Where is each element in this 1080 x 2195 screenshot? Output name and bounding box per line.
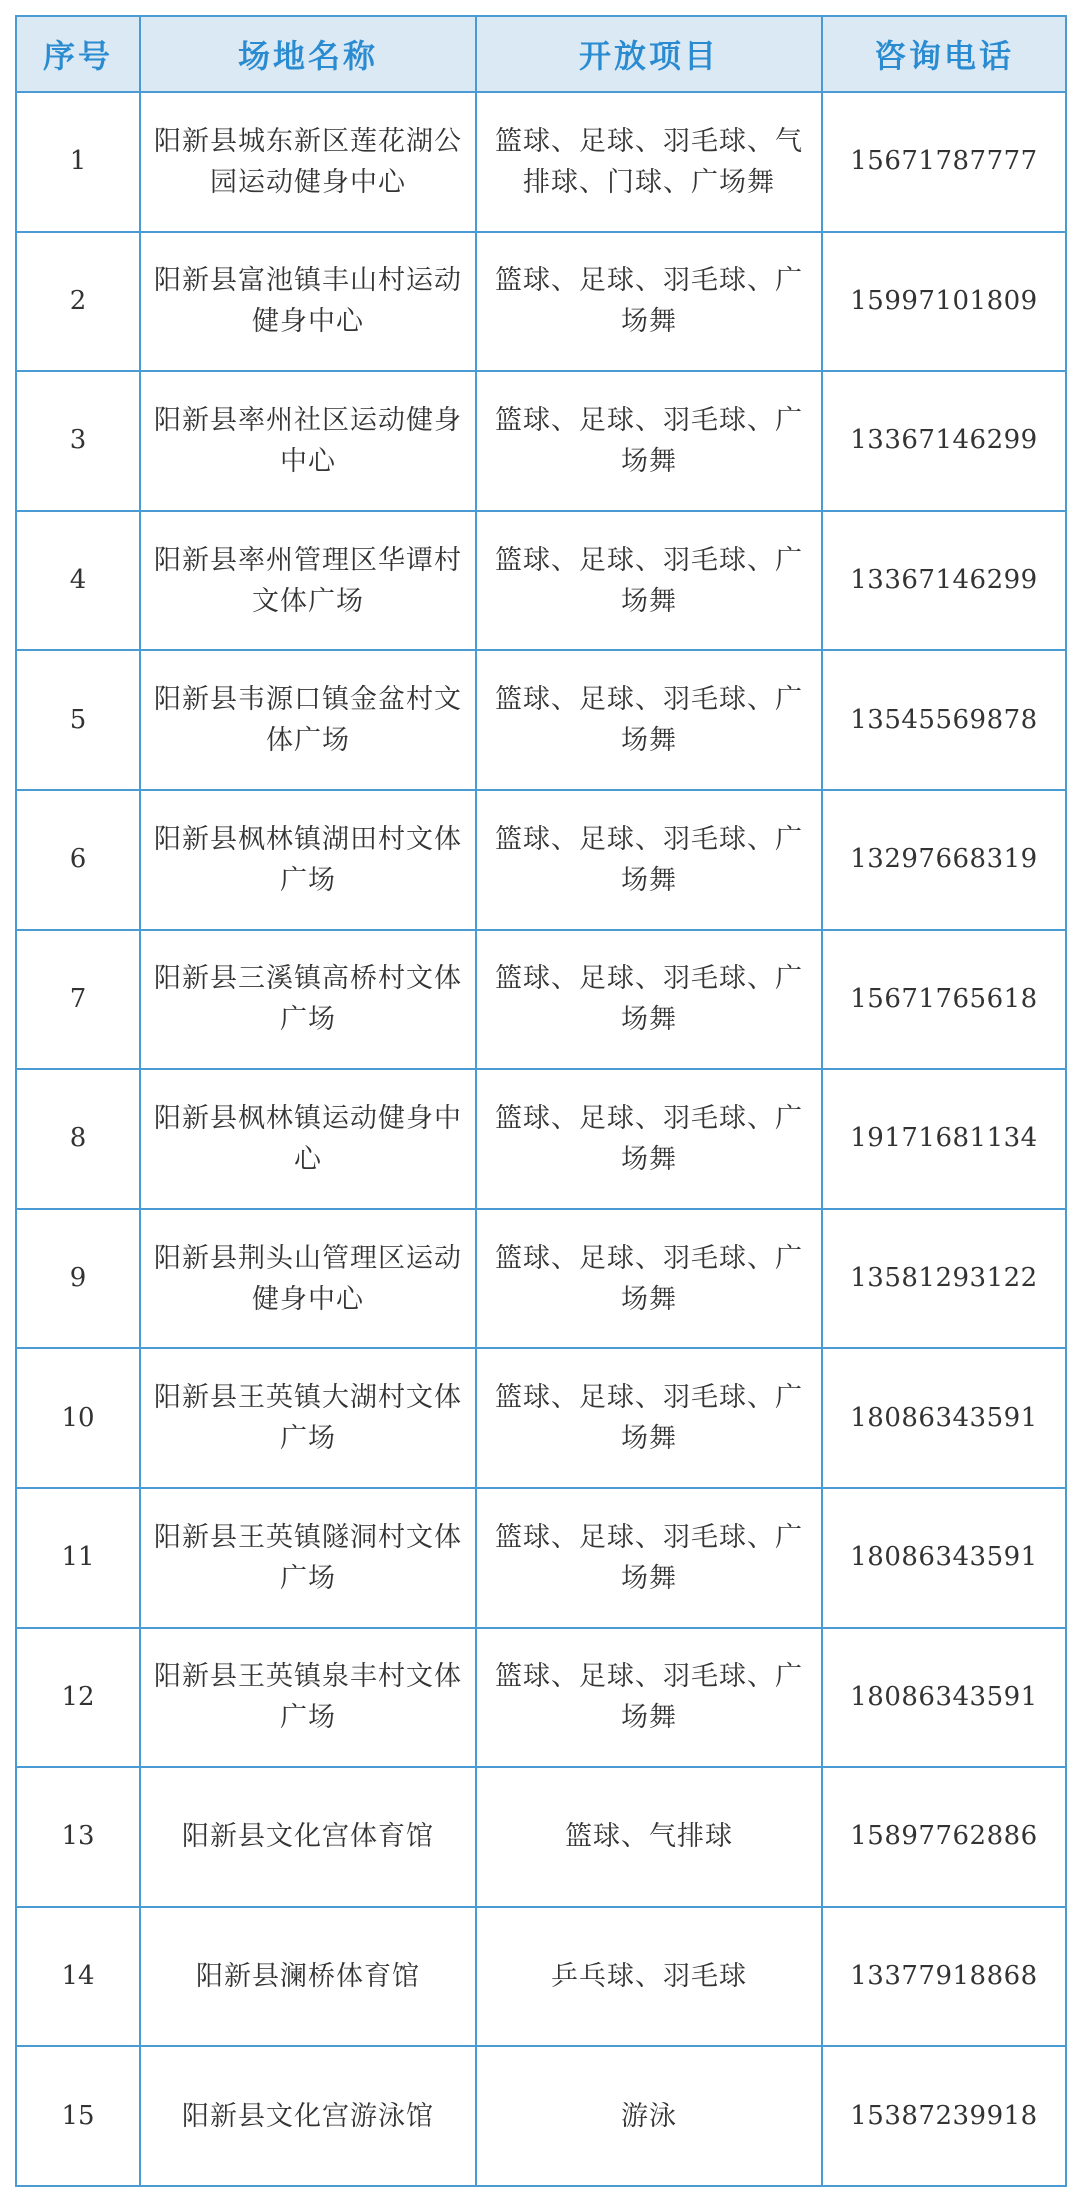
open-projects-cell: 篮球、足球、羽毛球、广场舞 — [476, 1348, 822, 1488]
row-number: 11 — [16, 1488, 140, 1628]
phone-cell: 15997101809 — [822, 232, 1066, 372]
phone-cell: 15671787777 — [822, 92, 1066, 232]
row-number: 9 — [16, 1209, 140, 1349]
row-number: 1 — [16, 92, 140, 232]
venue-name-cell: 阳新县王英镇隧洞村文体广场 — [140, 1488, 476, 1628]
venue-name-cell: 阳新县城东新区莲花湖公园运动健身中心 — [140, 92, 476, 232]
venue-name-cell: 阳新县率州管理区华谭村文体广场 — [140, 511, 476, 651]
venue-name-cell: 阳新县率州社区运动健身中心 — [140, 371, 476, 511]
phone-cell: 13367146299 — [822, 511, 1066, 651]
open-projects-cell: 篮球、足球、羽毛球、气排球、门球、广场舞 — [476, 92, 822, 232]
open-projects-cell: 篮球、足球、羽毛球、广场舞 — [476, 930, 822, 1070]
table-row — [16, 371, 1066, 511]
table-row — [16, 1069, 1066, 1209]
row-number: 14 — [16, 1907, 140, 2047]
phone-cell: 18086343591 — [822, 1348, 1066, 1488]
row-number: 8 — [16, 1069, 140, 1209]
header-open-projects: 开放项目 — [476, 16, 822, 92]
table-row — [16, 1907, 1066, 2047]
venue-name-cell: 阳新县荆头山管理区运动健身中心 — [140, 1209, 476, 1349]
open-projects-cell: 篮球、足球、羽毛球、广场舞 — [476, 371, 822, 511]
open-projects-cell: 篮球、足球、羽毛球、广场舞 — [476, 232, 822, 372]
phone-cell: 18086343591 — [822, 1628, 1066, 1768]
venue-name-cell: 阳新县三溪镇高桥村文体广场 — [140, 930, 476, 1070]
phone-cell: 15671765618 — [822, 930, 1066, 1070]
header-row — [16, 16, 1066, 92]
header-venue-name: 场地名称 — [140, 16, 476, 92]
phone-cell: 18086343591 — [822, 1488, 1066, 1628]
table-row — [16, 790, 1066, 930]
table-row — [16, 1348, 1066, 1488]
table-row — [16, 930, 1066, 1070]
open-projects-cell: 篮球、足球、羽毛球、广场舞 — [476, 790, 822, 930]
table-row — [16, 511, 1066, 651]
open-projects-cell: 乒乓球、羽毛球 — [476, 1907, 822, 2047]
venue-name-cell: 阳新县枫林镇运动健身中心 — [140, 1069, 476, 1209]
phone-cell: 13581293122 — [822, 1209, 1066, 1349]
row-number: 13 — [16, 1767, 140, 1907]
header-no: 序号 — [16, 16, 140, 92]
table-row — [16, 1209, 1066, 1349]
header-phone: 咨询电话 — [822, 16, 1066, 92]
phone-cell: 15387239918 — [822, 2046, 1066, 2186]
row-number: 12 — [16, 1628, 140, 1768]
venue-name-cell: 阳新县王英镇泉丰村文体广场 — [140, 1628, 476, 1768]
open-projects-cell: 篮球、足球、羽毛球、广场舞 — [476, 1209, 822, 1349]
venue-name-cell: 阳新县富池镇丰山村运动健身中心 — [140, 232, 476, 372]
table-row — [16, 92, 1066, 232]
table-row — [16, 232, 1066, 372]
table-body — [16, 92, 1066, 2186]
phone-cell: 13297668319 — [822, 790, 1066, 930]
venue-name-cell: 阳新县文化宫体育馆 — [140, 1767, 476, 1907]
venue-name-cell: 阳新县韦源口镇金盆村文体广场 — [140, 650, 476, 790]
row-number: 5 — [16, 650, 140, 790]
venue-table — [15, 15, 1067, 2187]
phone-cell: 13545569878 — [822, 650, 1066, 790]
open-projects-cell: 篮球、足球、羽毛球、广场舞 — [476, 1069, 822, 1209]
venue-name-cell: 阳新县王英镇大湖村文体广场 — [140, 1348, 476, 1488]
open-projects-cell: 游泳 — [476, 2046, 822, 2186]
row-number: 3 — [16, 371, 140, 511]
table-row — [16, 1767, 1066, 1907]
table-header — [16, 16, 1066, 92]
open-projects-cell: 篮球、足球、羽毛球、广场舞 — [476, 1628, 822, 1768]
row-number: 6 — [16, 790, 140, 930]
table-row — [16, 1488, 1066, 1628]
venue-name-cell: 阳新县澜桥体育馆 — [140, 1907, 476, 2047]
row-number: 2 — [16, 232, 140, 372]
table-row — [16, 2046, 1066, 2186]
row-number: 7 — [16, 930, 140, 1070]
phone-cell: 13367146299 — [822, 371, 1066, 511]
phone-cell: 13377918868 — [822, 1907, 1066, 2047]
phone-cell: 19171681134 — [822, 1069, 1066, 1209]
open-projects-cell: 篮球、足球、羽毛球、广场舞 — [476, 650, 822, 790]
open-projects-cell: 篮球、足球、羽毛球、广场舞 — [476, 511, 822, 651]
venue-name-cell: 阳新县文化宫游泳馆 — [140, 2046, 476, 2186]
table-row — [16, 1628, 1066, 1768]
open-projects-cell: 篮球、足球、羽毛球、广场舞 — [476, 1488, 822, 1628]
row-number: 4 — [16, 511, 140, 651]
row-number: 10 — [16, 1348, 140, 1488]
phone-cell: 15897762886 — [822, 1767, 1066, 1907]
venue-name-cell: 阳新县枫林镇湖田村文体广场 — [140, 790, 476, 930]
row-number: 15 — [16, 2046, 140, 2186]
open-projects-cell: 篮球、气排球 — [476, 1767, 822, 1907]
table-row — [16, 650, 1066, 790]
